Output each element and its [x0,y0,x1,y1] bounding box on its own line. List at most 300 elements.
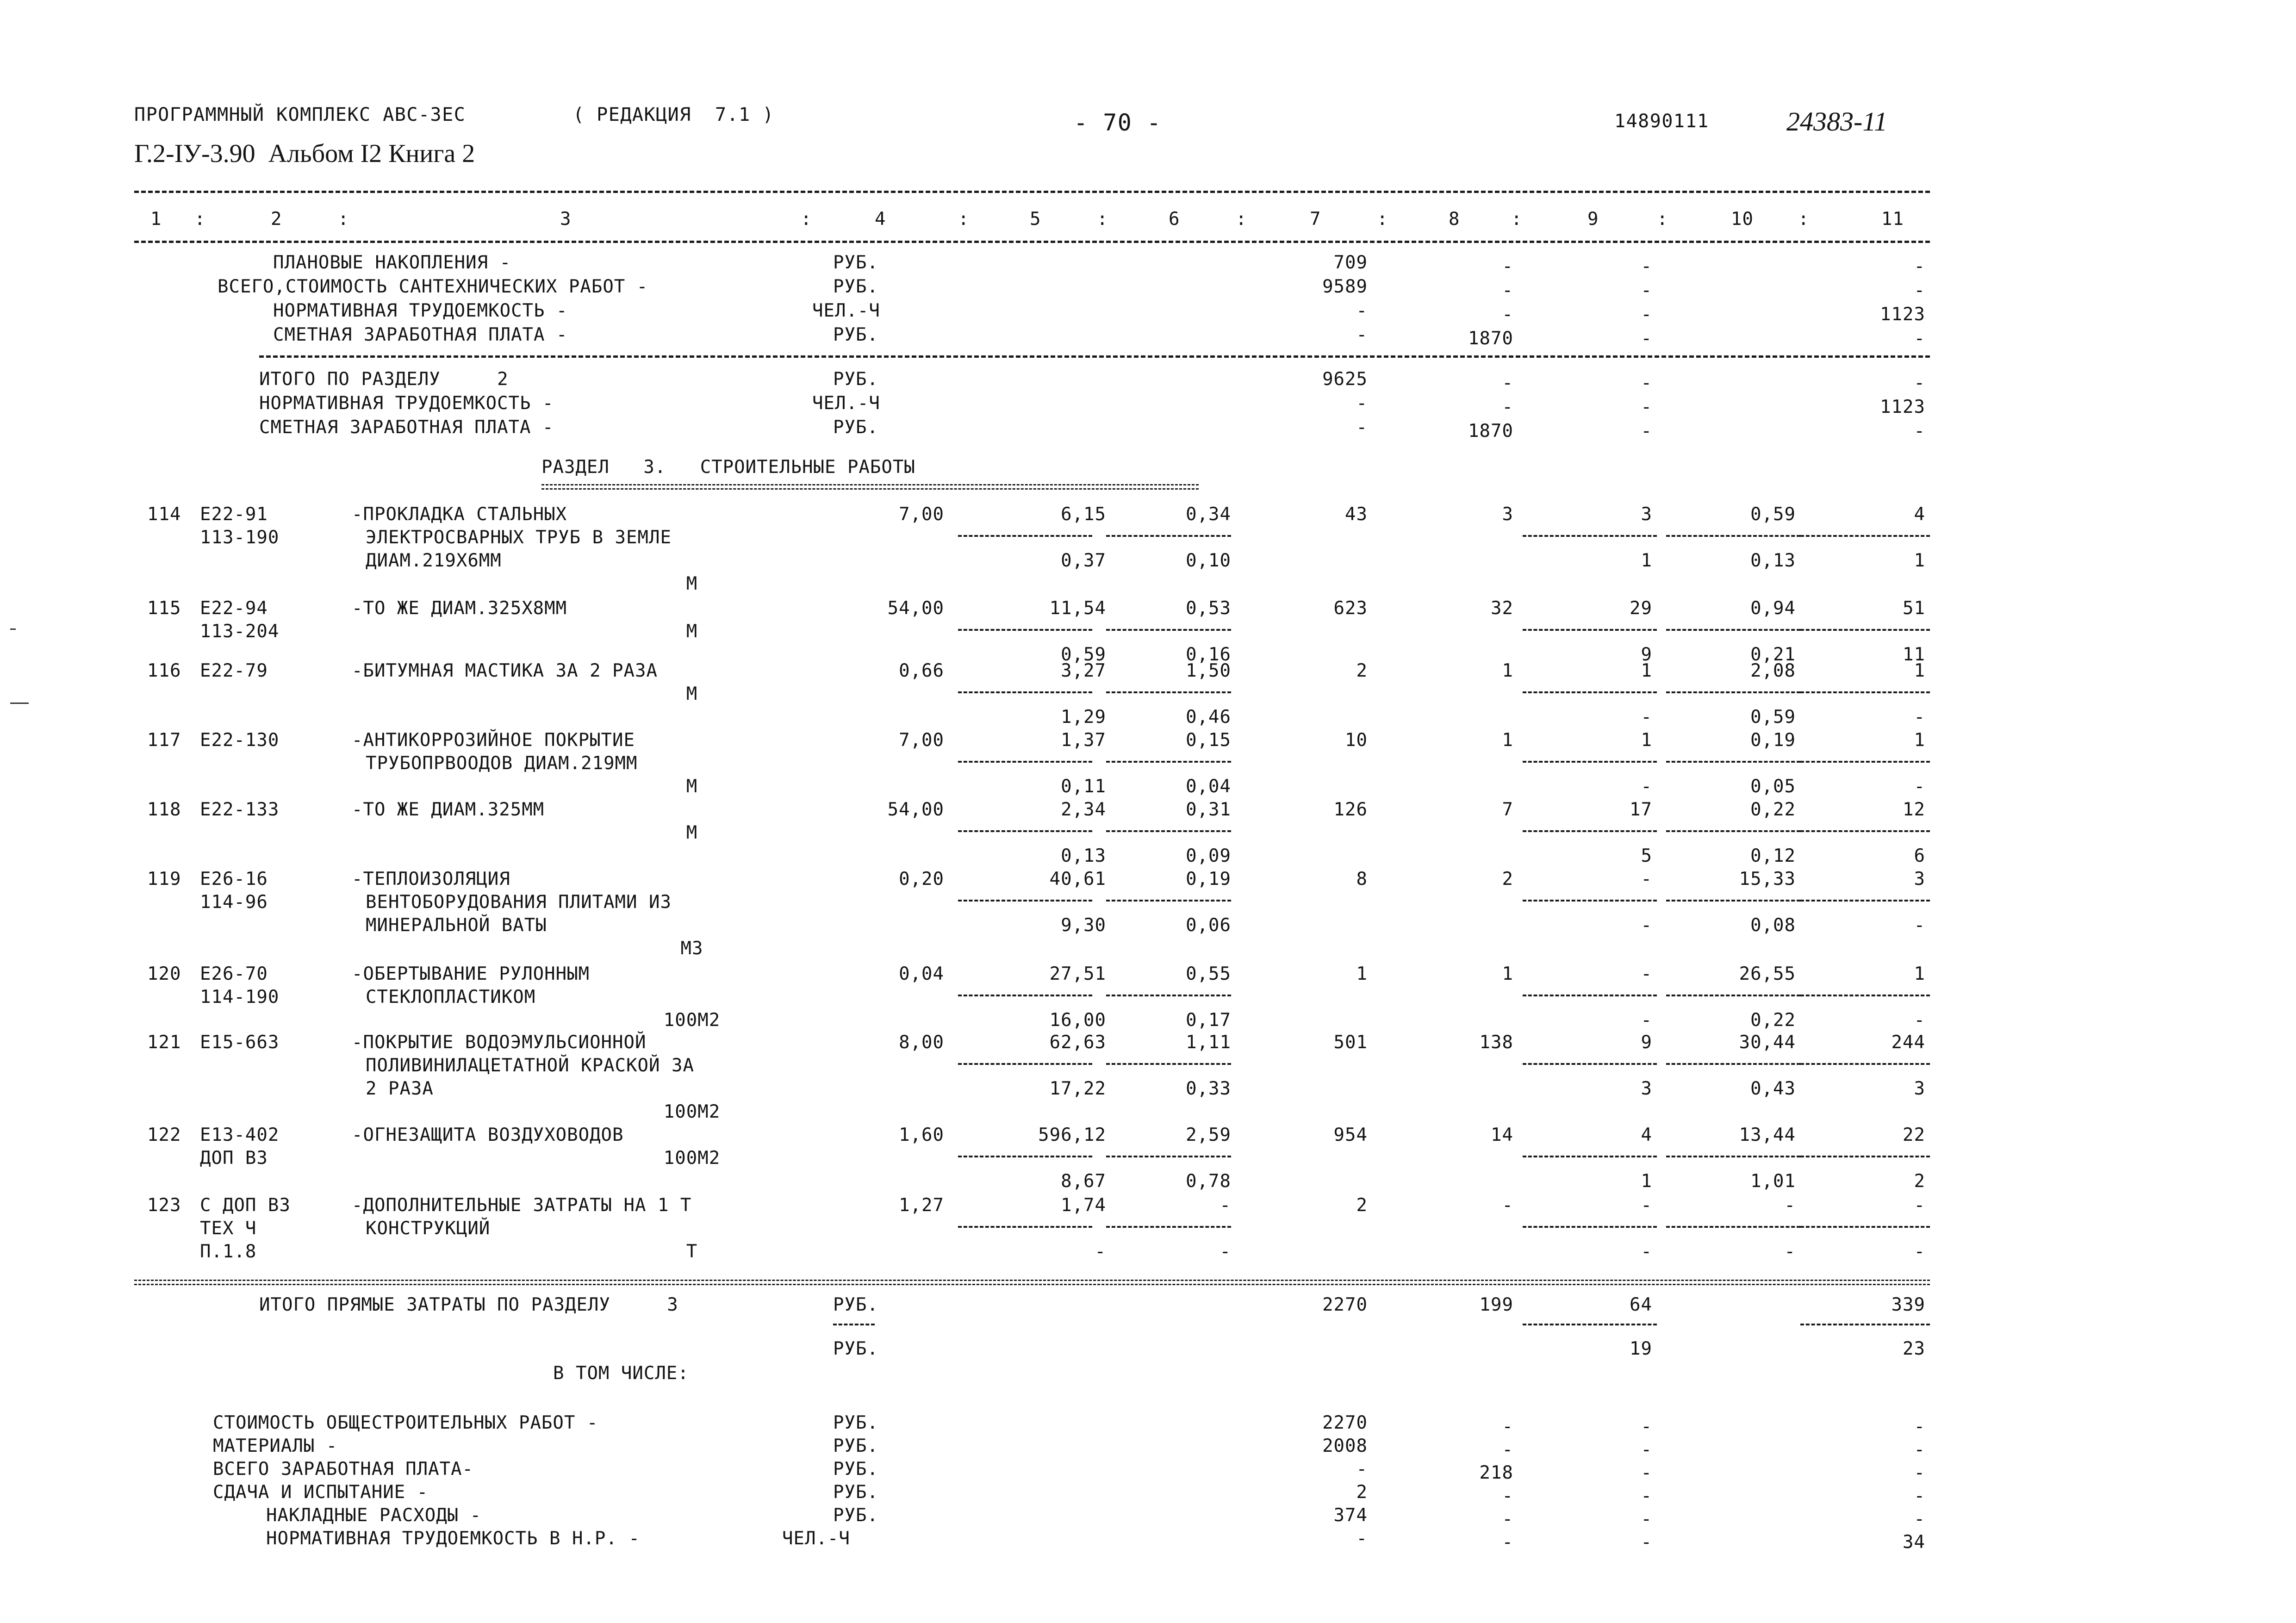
item-col9-labor: 1 [1641,1171,1652,1192]
item-col6: 0,53 [1186,598,1231,619]
header-top-rule [134,191,1930,193]
rule [1666,691,1800,693]
column-separator: : [1236,209,1247,230]
item-col10: 15,33 [1739,869,1796,889]
rule [1800,1156,1930,1157]
section-total-unit: РУБ. [833,1294,878,1315]
item-col8: - [1502,1195,1513,1216]
item-col5: 62,63 [1049,1032,1106,1053]
rule [1523,830,1657,832]
item-quantity: 1,27 [899,1195,944,1216]
item-description: -ОГНЕЗАЩИТА ВОЗДУХОВОДОВ [352,1125,624,1145]
page-number: - 70 - [1074,109,1162,136]
rule [958,830,1092,832]
rule [1106,995,1231,996]
summary-col7: - [1356,393,1368,414]
summary-col7: 709 [1333,252,1368,273]
summary-col9: - [1641,304,1652,325]
item-col9: 17 [1630,799,1652,820]
item-col9: 1 [1641,660,1652,681]
item-code: Е13-402 [200,1125,280,1145]
rule [1523,995,1657,996]
summary-col11: - [1914,256,1925,277]
summary-unit: РУБ. [833,369,878,390]
header-bottom-rule [134,241,1930,243]
summary-col7: - [1356,1459,1368,1480]
item-number: 121 [147,1032,181,1053]
summary-col8: - [1502,304,1513,325]
edition-label: ( РЕДАКЦИЯ 7.1 ) [573,104,774,125]
rule [1666,1226,1800,1228]
summary-label: НОРМАТИВНАЯ ТРУДОЕМКОСТЬ - [273,300,568,321]
rule [1106,1226,1231,1228]
summary-col9: - [1641,328,1652,349]
summary-col7: 9625 [1322,369,1368,390]
item-col8: 2 [1502,869,1513,889]
item-col10-labor: 0,08 [1750,915,1796,936]
item-col6: 0,31 [1186,799,1231,820]
summary-unit: РУБ. [833,276,878,297]
item-col9-labor: 5 [1641,846,1652,866]
rule [1800,1063,1930,1065]
summary-label: НАКЛАДНЫЕ РАСХОДЫ - [266,1505,482,1526]
item-col6-labor: 0,16 [1186,644,1231,665]
summary-col9: - [1641,1532,1652,1553]
column-separator: : [1097,209,1108,230]
item-col11-labor: 2 [1914,1171,1925,1192]
item-col7: 2 [1356,660,1368,681]
rule [958,761,1092,763]
item-quantity: 1,60 [899,1125,944,1145]
item-description: ВЕНТОБОРУДОВАНИЯ ПЛИТАМИ ИЗ [366,892,672,913]
summary-col11: - [1914,328,1925,349]
item-col9-labor: 9 [1641,644,1652,665]
including-heading: В ТОМ ЧИСЛЕ: [553,1363,689,1384]
column-separator: : [958,209,970,230]
summary-unit: РУБ. [833,1459,878,1480]
item-col10-labor: 0,12 [1750,846,1796,866]
item-code: П.1.8 [200,1241,257,1262]
column-separator: : [1657,209,1668,230]
rule [1523,629,1657,631]
item-col9: - [1641,869,1652,889]
item-quantity: 54,00 [887,799,944,820]
item-unit: М [686,573,698,594]
item-col11-labor: - [1914,776,1925,797]
column-separator: : [801,209,812,230]
rule [1666,535,1800,537]
item-col6-labor: 0,46 [1186,707,1231,728]
item-col11-labor: 11 [1903,644,1925,665]
item-col9: 29 [1630,598,1652,619]
item-number: 123 [147,1195,181,1216]
summary-col9: - [1641,1462,1652,1483]
column-separator: : [1511,209,1523,230]
item-col9: 1 [1641,730,1652,751]
rule [1106,1156,1231,1157]
item-col5-labor: 16,00 [1049,1010,1106,1031]
rule [1800,691,1930,693]
summary-label: МАТЕРИАЛЫ - [213,1436,338,1456]
item-quantity: 54,00 [887,598,944,619]
item-description: КОНСТРУКЦИЙ [366,1218,491,1239]
rule [958,1156,1092,1157]
summary-col7: - [1356,417,1368,438]
item-col11-labor: - [1914,1010,1925,1031]
summary-col7: 2270 [1322,1412,1368,1433]
rule [1666,629,1800,631]
album-reference: Г.2-IУ-3.90 Альбом I2 Книга 2 [134,139,475,168]
item-col9-labor: - [1641,776,1652,797]
section-total-col9-labor: 19 [1630,1338,1652,1359]
summary-col9: - [1641,1439,1652,1460]
column-number-8: 8 [1449,209,1460,230]
item-code: Е26-70 [200,964,268,984]
item-col5: 40,61 [1049,869,1106,889]
rule [1800,830,1930,832]
item-col6-labor: 0,09 [1186,846,1231,866]
summary-col8: - [1502,1486,1513,1506]
rule [1106,830,1231,832]
section-total-unit-labor: РУБ. [833,1338,878,1359]
summary-col8: 1870 [1468,328,1513,349]
summary-label: СТОИМОСТЬ ОБЩЕСТРОИТЕЛЬНЫХ РАБОТ - [213,1412,598,1433]
rule [1523,1226,1657,1228]
summary-col9: - [1641,373,1652,393]
summary-unit: ЧЕЛ.-Ч [782,1528,850,1549]
summary-label: НОРМАТИВНАЯ ТРУДОЕМКОСТЬ - [259,393,554,414]
item-col6-labor: 0,17 [1186,1010,1231,1031]
margin-mark [10,628,16,630]
item-col10: 30,44 [1739,1032,1796,1053]
summary-col8: - [1502,397,1513,417]
item-col5: 11,54 [1049,598,1106,619]
column-number-3: 3 [560,209,572,230]
summary-label: ВСЕГО,СТОИМОСТЬ САНТЕХНИЧЕСКИХ РАБОТ - [218,276,648,297]
item-col10-labor: 0,59 [1750,707,1796,728]
item-description: ПОЛИВИНИЛАЦЕТАТНОЙ КРАСКОЙ ЗА [366,1055,694,1076]
item-col6: 2,59 [1186,1125,1231,1145]
item-col5-labor: 0,11 [1061,776,1106,797]
item-col11: 22 [1903,1125,1925,1145]
rule [958,535,1092,537]
summary-col7: 9589 [1322,276,1368,297]
summary-col9: - [1641,1416,1652,1437]
item-code: Е22-94 [200,598,268,619]
item-col6-labor: 0,06 [1186,915,1231,936]
item-col11: 4 [1914,504,1925,525]
summary-label: ПЛАНОВЫЕ НАКОПЛЕНИЯ - [273,252,511,273]
item-col10-labor: 0,05 [1750,776,1796,797]
section-total-col8: 199 [1479,1294,1513,1315]
summary-col11: 1123 [1880,397,1925,417]
rule [1666,900,1800,902]
summary-label: СДАЧА И ИСПЫТАНИЕ - [213,1482,429,1503]
summary-col11: - [1914,373,1925,393]
item-col10-labor: 0,13 [1750,550,1796,571]
column-number-9: 9 [1587,209,1599,230]
item-col10-labor: 0,43 [1750,1078,1796,1099]
item-col9: 9 [1641,1032,1652,1053]
item-quantity: 7,00 [899,504,944,525]
item-code: Е26-16 [200,869,268,889]
column-number-7: 7 [1310,209,1321,230]
summary-col7: - [1356,324,1368,345]
section-total-col11: 339 [1891,1294,1925,1315]
rule [1666,1156,1800,1157]
rule [1666,995,1800,996]
item-col8: 1 [1502,730,1513,751]
item-col9: 4 [1641,1125,1652,1145]
column-separator: : [1377,209,1388,230]
item-col5-labor: - [1095,1241,1106,1262]
item-col11: 51 [1903,598,1925,619]
item-unit: М [686,776,698,797]
rule [1106,629,1231,631]
item-unit: 100М2 [663,1148,721,1169]
rule [1523,691,1657,693]
item-col11-labor: - [1914,1241,1925,1262]
item-col10-labor: 0,22 [1750,1010,1796,1031]
item-description: ЭЛЕКТРОСВАРНЫХ ТРУБ В ЗЕМЛЕ [366,527,672,548]
item-col11-labor: 6 [1914,846,1925,866]
item-col5: 6,15 [1061,504,1106,525]
item-col5-labor: 8,67 [1061,1171,1106,1192]
item-code: 113-204 [200,621,280,642]
summary-col8: - [1502,256,1513,277]
summary-col9: - [1641,280,1652,301]
section-total-rule [134,1280,1930,1285]
item-description: -ПРОКЛАДКА СТАЛЬНЫХ [352,504,567,525]
rule [1106,1063,1231,1065]
summary-col7: 2008 [1322,1436,1368,1456]
column-number-10: 10 [1731,209,1754,230]
rule [1800,900,1930,902]
item-code: 114-96 [200,892,268,913]
subtotal-rule [259,355,1930,358]
rule [1800,1324,1930,1325]
item-number: 119 [147,869,181,889]
summary-unit: РУБ. [833,1505,878,1526]
summary-unit: РУБ. [833,1436,878,1456]
summary-unit: РУБ. [833,1412,878,1433]
summary-label: ВСЕГО ЗАРАБОТНАЯ ПЛАТА- [213,1459,474,1480]
summary-label: ИТОГО ПО РАЗДЕЛУ 2 [259,369,509,390]
rule [1106,691,1231,693]
item-col8: 32 [1491,598,1513,619]
item-col9-labor: - [1641,1010,1652,1031]
item-code: 114-190 [200,987,280,1007]
item-code: Е22-79 [200,660,268,681]
item-col10: - [1784,1195,1796,1216]
item-code: ТЕХ Ч [200,1218,257,1239]
item-col5: 1,74 [1061,1195,1106,1216]
item-col7: 43 [1345,504,1368,525]
item-quantity: 0,04 [899,964,944,984]
item-col10: 2,08 [1750,660,1796,681]
item-col9-labor: - [1641,707,1652,728]
item-code: Е22-130 [200,730,280,751]
rule [958,1226,1092,1228]
rule [958,995,1092,996]
summary-col8: 1870 [1468,421,1513,442]
item-description: МИНЕРАЛЬНОЙ ВАТЫ [366,915,547,936]
item-number: 115 [147,598,181,619]
item-col5-labor: 1,29 [1061,707,1106,728]
item-col5-labor: 0,59 [1061,644,1106,665]
item-description: -ПОКРЫТИЕ ВОДОЭМУЛЬСИОННОЙ [352,1032,647,1053]
item-description: -ТЕПЛОИЗОЛЯЦИЯ [352,869,510,889]
item-col6-labor: 0,33 [1186,1078,1231,1099]
rule [1523,900,1657,902]
item-col6: 0,34 [1186,504,1231,525]
summary-col11: - [1914,1439,1925,1460]
summary-col11: - [1914,1486,1925,1506]
section-total-col9: 64 [1630,1294,1652,1315]
item-col7: 126 [1333,799,1368,820]
rule [958,900,1092,902]
section-total-col11-labor: 23 [1903,1338,1925,1359]
item-quantity: 0,20 [899,869,944,889]
rule [833,1324,875,1325]
rule [1800,535,1930,537]
document-number-handwritten: 24383-11 [1786,106,1888,137]
column-number-6: 6 [1169,209,1180,230]
item-col8: 1 [1502,660,1513,681]
item-description: ТРУБОПРВООДОВ ДИАМ.219ММ [366,753,638,774]
item-col5-labor: 9,30 [1061,915,1106,936]
item-col11-labor: - [1914,915,1925,936]
summary-unit: РУБ. [833,417,878,438]
item-col9: - [1641,1195,1652,1216]
rule [1106,535,1231,537]
summary-unit: ЧЕЛ.-Ч [812,300,880,321]
item-description: -ТО ЖЕ ДИАМ.325Х8ММ [352,598,567,619]
rule [1800,761,1930,763]
summary-col11: - [1914,421,1925,442]
summary-label: НОРМАТИВНАЯ ТРУДОЕМКОСТЬ В Н.Р. - [266,1528,640,1549]
item-unit: М3 [680,938,703,959]
item-unit: М [686,684,698,704]
column-number-4: 4 [875,209,886,230]
summary-label: СМЕТНАЯ ЗАРАБОТНАЯ ПЛАТА - [273,324,568,345]
item-col5: 596,12 [1038,1125,1106,1145]
summary-col11: - [1914,280,1925,301]
item-description: ДИАМ.219Х6ММ [366,550,502,571]
item-col8: 3 [1502,504,1513,525]
item-col6: 1,50 [1186,660,1231,681]
item-description: -ОБЕРТЫВАНИЕ РУЛОННЫМ [352,964,590,984]
summary-col9: - [1641,397,1652,417]
item-code: Е22-133 [200,799,280,820]
column-number-1: 1 [150,209,162,230]
item-code: ДОП В3 [200,1148,268,1169]
item-col10: 13,44 [1739,1125,1796,1145]
item-col6-labor: 0,10 [1186,550,1231,571]
item-col5: 1,37 [1061,730,1106,751]
item-col7: 2 [1356,1195,1368,1216]
item-col9-labor: - [1641,1241,1652,1262]
item-col9-labor: 3 [1641,1078,1652,1099]
item-col10: 0,22 [1750,799,1796,820]
item-col6-labor: 0,78 [1186,1171,1231,1192]
item-number: 120 [147,964,181,984]
summary-col8: - [1502,1416,1513,1437]
item-quantity: 8,00 [899,1032,944,1053]
item-description: 2 РАЗА [366,1078,434,1099]
item-col6: 0,19 [1186,869,1231,889]
section-total-col7: 2270 [1322,1294,1368,1315]
rule [1666,761,1800,763]
rule [1800,1226,1930,1228]
summary-col11: - [1914,1416,1925,1437]
item-col10-labor: 1,01 [1750,1171,1796,1192]
item-col9: 3 [1641,504,1652,525]
section-title: РАЗДЕЛ 3. СТРОИТЕЛЬНЫЕ РАБОТЫ [541,457,915,478]
item-code: 113-190 [200,527,280,548]
item-unit: М [686,621,698,642]
rule [1106,900,1231,902]
item-description: -БИТУМНАЯ МАСТИКА ЗА 2 РАЗА [352,660,658,681]
item-col11: 3 [1914,869,1925,889]
summary-col8: - [1502,280,1513,301]
item-col11-labor: 3 [1914,1078,1925,1099]
summary-unit: РУБ. [833,324,878,345]
summary-col11: - [1914,1462,1925,1483]
item-col11: 12 [1903,799,1925,820]
rule [958,691,1092,693]
item-col11: 1 [1914,730,1925,751]
summary-unit: РУБ. [833,252,878,273]
item-col11: 1 [1914,964,1925,984]
section-title-underline [541,484,1199,490]
rule [1523,535,1657,537]
column-number-11: 11 [1881,209,1904,230]
item-col5-labor: 17,22 [1049,1078,1106,1099]
item-col9: - [1641,964,1652,984]
item-unit: Т [686,1241,698,1262]
rule [1666,1063,1800,1065]
item-number: 118 [147,799,181,820]
item-number: 122 [147,1125,181,1145]
item-col11: 244 [1891,1032,1925,1053]
item-code: С ДОП В3 [200,1195,291,1216]
item-col6: 1,11 [1186,1032,1231,1053]
item-col5-labor: 0,37 [1061,550,1106,571]
summary-col7: 374 [1333,1505,1368,1526]
summary-col11: 1123 [1880,304,1925,325]
item-col6: 0,15 [1186,730,1231,751]
rule [958,629,1092,631]
summary-col9: - [1641,421,1652,442]
column-separator: : [338,209,349,230]
item-quantity: 0,66 [899,660,944,681]
column-number-2: 2 [271,209,282,230]
summary-col8: - [1502,1532,1513,1553]
summary-col7: - [1356,300,1368,321]
item-col10: 0,59 [1750,504,1796,525]
item-number: 114 [147,504,181,525]
item-col6: - [1220,1195,1231,1216]
item-col9-labor: 1 [1641,550,1652,571]
item-unit: М [686,822,698,843]
item-col6-labor: 0,04 [1186,776,1231,797]
item-col7: 8 [1356,869,1368,889]
item-unit: 100М2 [663,1101,721,1122]
rule [1106,761,1231,763]
item-description: -ТО ЖЕ ДИАМ.325ММ [352,799,545,820]
item-unit: 100М2 [663,1010,721,1031]
